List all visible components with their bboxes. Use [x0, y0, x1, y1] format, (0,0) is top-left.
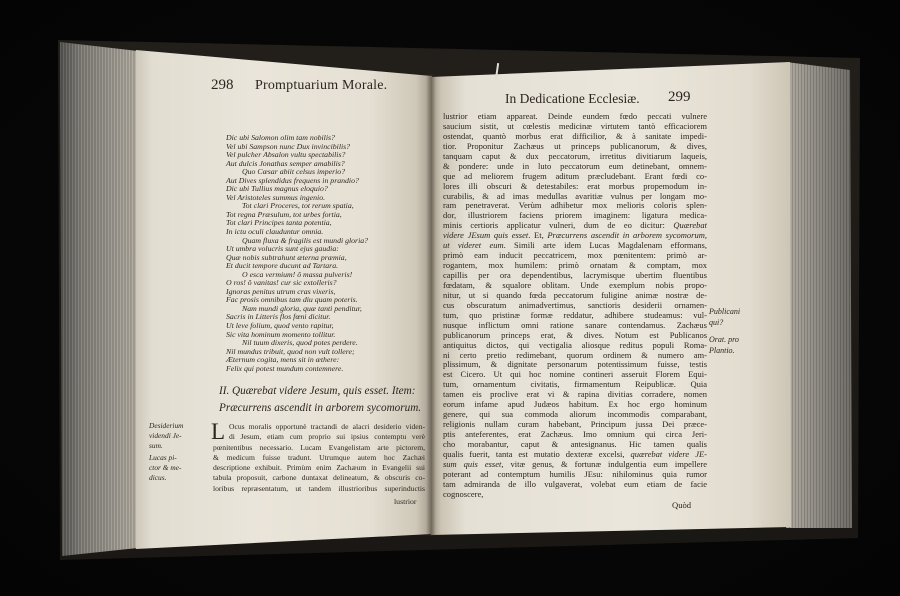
margin-note-line: Orat. pro — [709, 335, 739, 344]
verse-line: Sacris in Litteris flos fœni dicitur. — [226, 312, 331, 322]
roman-text: publicanorum princeps erat, & dives. Notum est Publicanos — [443, 330, 707, 340]
roman-text: ptis anteferentes, erat Zachæus. Imo omnium qui circa Jeri- — [443, 430, 707, 439]
paragraph-line: loribus repræsentatum, ut tandem illustrioribus superinductis — [213, 483, 425, 493]
text-line — [443, 460, 707, 470]
text-line — [443, 221, 707, 231]
verse-line: Tot clari Proceres, tot rerum spatia, — [242, 201, 354, 211]
verse-line: Nil tuum dixeris, quod potes perdere. — [242, 338, 358, 348]
roman-text: primò eam inducit peccatricem, mox pœnitentem: primò ar- — [443, 251, 707, 261]
text-line — [443, 470, 707, 480]
text-line — [443, 261, 707, 271]
verse-line: Felix qui potest mundum contemnere. — [226, 363, 344, 373]
text-line — [443, 231, 707, 241]
text-line — [443, 331, 707, 341]
text-line — [443, 410, 707, 420]
paragraph-line: & medicum fuisse tradunt. Utrumque autem hoc Zachæi — [213, 452, 425, 462]
text-line — [443, 440, 707, 450]
page-number-left: 298 — [211, 77, 234, 93]
roman-text: fœdatam, & squalore oblitam. Unde exemplum nobis propo- — [443, 280, 707, 290]
text-line — [443, 281, 707, 291]
verse-line: Aut dulcis Jonathas semper amabilis? — [226, 158, 345, 168]
text-line — [443, 480, 707, 490]
verse-line: Vel pulcher Absalon vultu spectabilis? — [226, 150, 346, 160]
roman-text: ni certo pretio redimebant, quorum ordinem & numero am- — [443, 350, 707, 360]
roman-text: cus obscuratum animadvertimus, sanctioris desiderii ornamen- — [443, 300, 707, 310]
margin-note-line: Publicani — [709, 307, 741, 316]
text-line — [443, 390, 707, 400]
page-number-right: 299 — [668, 89, 691, 105]
text-line — [443, 430, 707, 440]
roman-text: . Et, — [528, 231, 548, 241]
running-title-right: In Dedicatione Ecclesiæ. — [505, 91, 640, 106]
text-line — [443, 112, 707, 122]
text-line — [443, 251, 707, 261]
verse-line: Quo Cæsar abiit celsus imperio? — [242, 167, 346, 177]
left-margin-notes — [149, 421, 209, 493]
verse-line: Sic vita hominum momento tollitur. — [226, 329, 336, 339]
text-line — [443, 351, 707, 361]
roman-text: capillis per ora dependentibus, lacrymisque ubertim fluentibus — [443, 271, 707, 280]
roman-text: tum, quo pristinæ formæ reddatur, adhibere studeamus: vul- — [443, 310, 707, 320]
roman-text: tanquam caput & dux peccatorum, irretitus divitiarum laqueis, — [443, 151, 707, 161]
italic-text: videre JEsum quis esset — [443, 231, 529, 241]
roman-text: est Cicero. Ut qui hoc nomine contineri asseruit Florem Equi- — [443, 370, 707, 380]
roman-text: plissimum, & dignitate personarum potentissimum fuisse, testis — [443, 360, 707, 370]
text-line — [443, 182, 707, 192]
roman-text: nusque inflictum omni ratione sanare contendamus. Zachæus — [443, 320, 707, 330]
catchword-left: lustrior — [394, 497, 417, 506]
text-line — [443, 132, 707, 142]
margin-note — [149, 453, 181, 482]
verse-line: O ros! ô vanitas! cur sic extolleris? — [226, 278, 337, 288]
text-line — [443, 370, 707, 380]
text-line — [443, 271, 707, 281]
verse-line: Dic ubi Salomon olim tam nobilis? — [226, 133, 335, 142]
verse-line: Et ducit tempore ducunt ad Tartara. — [226, 261, 339, 271]
paragraph-line: tabula proposuit, carbone duntaxat delineatum, & obscuris co- — [213, 473, 425, 483]
margin-note-line: ctor & me- — [149, 462, 182, 472]
verse-line: Ut leve folium, quod vento rapitur, — [226, 321, 334, 331]
italic-text: quærebat videre JE- — [630, 449, 707, 459]
paragraph-line: pœnitentibus necessario. Lucam Evangelistam arte pictorem, — [213, 442, 425, 452]
text-line — [443, 490, 707, 500]
text-line — [443, 380, 707, 390]
text-line — [443, 311, 707, 321]
roman-text: cognoscere, — [443, 489, 484, 499]
roman-text: ostendat, quantò morbus erat difficilior, & à sanitate impedi- — [443, 131, 707, 141]
verse-line: O esca vermium! ô massa pulveris! — [242, 269, 353, 279]
roman-text: & pondere: unde in luto peccatorum eum detinebant, omnem- — [443, 161, 707, 171]
italic-text: Præcurrens ascendit in arborem sycomorum, — [547, 231, 707, 241]
roman-text: dor, illustriorem faciens priorem imaginem: ligatura medica- — [443, 211, 707, 221]
verse-line: Ignoras penitus utrum cras vixeris, — [226, 286, 336, 296]
margin-note-line: dicus. — [149, 472, 167, 482]
paragraph-line: Ocus moralis opportunè tractandi de alacri desiderio viden- — [229, 422, 425, 431]
drop-cap: L — [211, 419, 226, 444]
verse-line: Quam fluxa & fragilis est mundi gloria? — [242, 235, 369, 245]
roman-text: qualis fuerit, tanta est mutatio dexteræ excelsi, — [443, 449, 631, 459]
roman-text: lustrior etiam appareat. Deinde eundem fœdo peccati vulnere — [443, 112, 707, 121]
roman-text: curabilis, & ad imas medullas avaritiæ vulnus per longam mo- — [443, 191, 707, 201]
margin-note — [709, 334, 739, 356]
roman-text: nitur, ut si quando fœda peccatorum fuligine animæ nostræ de- — [443, 290, 707, 300]
text-line — [443, 201, 707, 211]
text-line — [443, 341, 707, 351]
verse-line: Ut umbra volucris sunt ejus gaudia: — [226, 244, 339, 254]
text-line — [443, 122, 707, 132]
text-line — [443, 291, 707, 301]
italic-text: sum quis esset — [443, 459, 502, 469]
text-line — [443, 400, 707, 410]
verse-line: Fac prosis omnibus tam diu quam poteris. — [226, 295, 358, 305]
roman-text: genere, qui sua commoda aliorum incommodis comparabant, — [443, 410, 707, 420]
margin-note — [709, 306, 740, 328]
margin-note-line: Desiderium — [149, 421, 184, 430]
text-line — [443, 192, 707, 202]
book-gutter-shadow — [426, 74, 436, 536]
text-line — [443, 420, 707, 430]
text-line — [443, 172, 707, 182]
verse-line: Nam mundi gloria, quæ tanti penditur, — [242, 303, 362, 313]
text-line — [443, 142, 707, 152]
verse-line: Quæ nobis subtrahunt æterna præmia, — [226, 252, 347, 262]
text-line — [443, 162, 707, 172]
right-text-block — [443, 112, 707, 500]
margin-note-line: videndi Je- — [149, 430, 182, 440]
text-line — [443, 360, 707, 370]
verse-line: Tot clari Principes tanta potentia, — [226, 218, 332, 228]
section-heading — [219, 383, 421, 417]
right-page-edges — [786, 60, 852, 532]
verse-line: Vel ubi Sampson nunc Dux invincibilis? — [226, 141, 351, 151]
catchword-right: Quòd — [672, 500, 692, 510]
roman-text: , vitæ genus, & fortunæ indulgentia eum impellere — [501, 459, 707, 469]
verse-line: Æternum cogita, mens sit in æthere: — [226, 355, 340, 365]
verse-block — [226, 134, 368, 373]
margin-note-line: qui? — [709, 318, 724, 327]
paragraph-line: di Jesum, etiam cum proprio sui ipsius contemptu verè — [229, 432, 425, 442]
verse-line: Aut Dives splendidus frequens in prandio? — [226, 175, 359, 185]
verse-line: Tot regna Præsulum, tot urbes fortia, — [226, 209, 342, 219]
margin-note-line: Plantio. — [709, 346, 735, 355]
margin-note-line: Lucas pi- — [149, 453, 177, 462]
italic-text: ut videret eum — [443, 241, 504, 251]
roman-text: religionis nullam curam habebant, Principum jussa Dei præce- — [443, 420, 707, 430]
roman-text: . Simili arte idem Lucas Magdalenam efformans, — [503, 241, 707, 251]
text-line — [443, 211, 707, 221]
roman-text: tum, ornamentum civitatis, firmamentum Reipublicæ. Quia — [443, 380, 707, 390]
margin-note — [149, 421, 184, 450]
text-line — [443, 152, 707, 162]
section-heading-line: II. Quærebat videre Jesum, quis esset. Item: — [219, 385, 416, 397]
roman-text: cho morabantur, caput & antesignanus. Hic tamen qualis — [443, 439, 707, 449]
margin-note-line: sum. — [149, 440, 163, 450]
italic-text: Quærebat — [673, 221, 707, 231]
roman-text: minis certioris applicatur vulneri, dum de eo dicitur: — [443, 221, 674, 231]
text-line — [443, 241, 707, 251]
roman-text: eorum infame apud Judæos habitum. Ex hoc ergo hominum — [443, 400, 707, 410]
text-line — [443, 450, 707, 460]
text-line — [443, 321, 707, 331]
section-heading-line: Præcurrens ascendit in arborem sycomorum. — [219, 402, 422, 414]
roman-text: poterant ad contemptum humilis JEsu: nihilominus quia rumor — [443, 469, 707, 479]
running-title-left: Promptuarium Morale. — [255, 78, 388, 93]
roman-text: ram penetraverat. Verùm adhibetur mox melioris coloris splen- — [443, 201, 707, 211]
right-margin-notes — [709, 306, 781, 366]
roman-text: antiquitus dictos, qui vectigalia aliosque reditus populi Roma- — [443, 340, 707, 350]
roman-text: tam admiranda de illo vulgaverat, volebat eum etiam de facie — [443, 479, 707, 489]
text-line — [443, 301, 707, 311]
roman-text: que ad meliorem frugem aditum præcludebant. Erant fœdi co- — [443, 171, 707, 181]
left-page-edges — [60, 42, 138, 556]
roman-text: lores illi obscuri & detestabiles: erat morbus propemodum in- — [443, 181, 707, 191]
roman-text: rogantem, mox humilem: primò ornatam & comptam, mox — [443, 261, 707, 271]
verse-line: Vel Aristoteles summus ingenio. — [226, 192, 326, 202]
roman-text: saucium sistit, ut cœlestis medicinæ virtutem tantò efficaciorem — [443, 121, 707, 131]
paragraph-line: descriptione exhibuit. Primùm enim Zachæum in Evangelii sui — [213, 463, 425, 473]
roman-text: tamen eis proclive erat vi & rapina divitias corradere, nomen — [443, 390, 707, 400]
left-paragraph — [211, 419, 425, 494]
verse-line: Nil mundus tribuit, quod non vult tollere; — [226, 346, 355, 356]
verse-line: Dic ubi Tullius magnus eloquio? — [226, 184, 328, 194]
roman-text: tior. Proponitur Zachæus ut princeps publicanorum, & dives, — [443, 141, 707, 151]
verse-line: In ictu oculi clauduntur omnia. — [226, 227, 324, 237]
